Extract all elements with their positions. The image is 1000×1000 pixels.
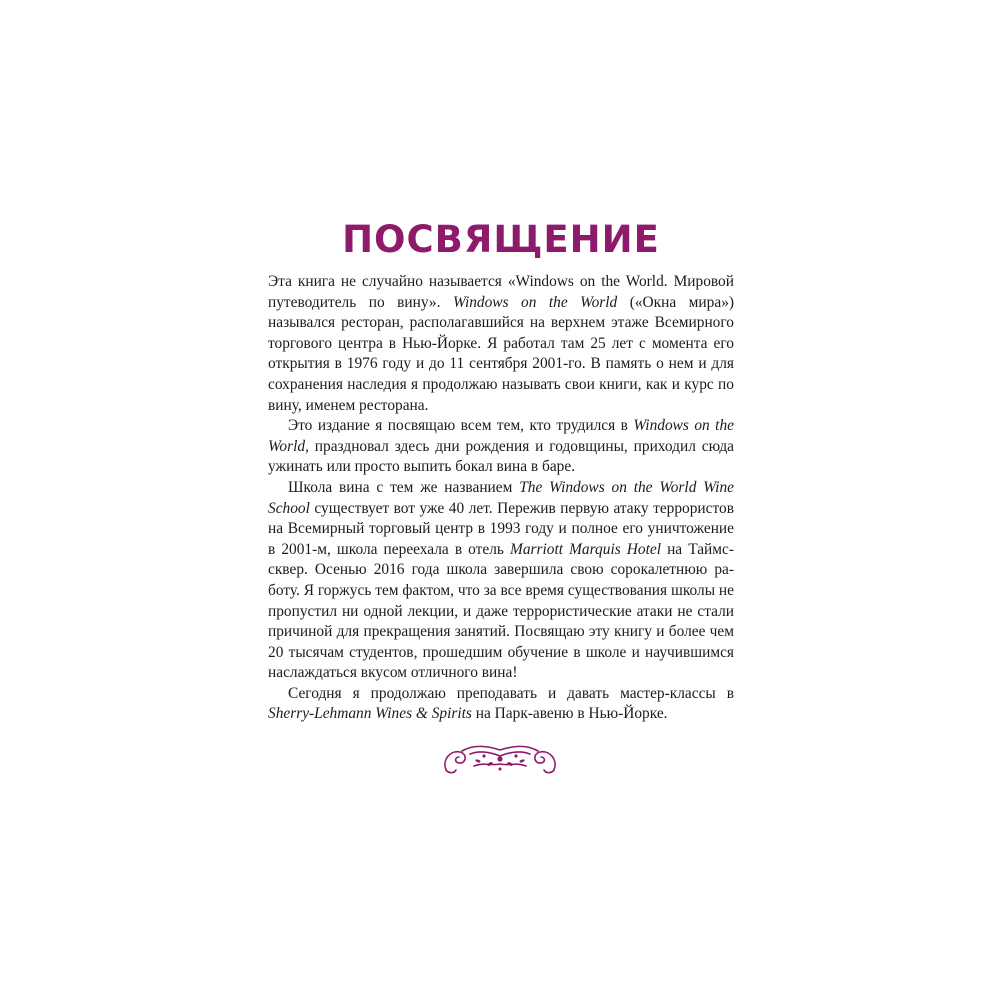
text-run: («Окна мира») назывался ресторан, располагавшийся на верхнем этаже Всемирного торгового центра в Нью-Йорке. Я работал там 25 лет с момента его открытия в 1976 году и до 11 сентября 2001-го. В память о нем и для сохранения наследия я продолжаю называть свои книги, как и курс по вину, именем ресторана.	[268, 293, 735, 414]
italic-text: Windows on the World	[452, 293, 618, 311]
italic-text: Sherry-Lehmann Wines & Spirits	[268, 705, 472, 723]
italic-text: The Windows on the World Wine School	[268, 478, 734, 517]
italic-text: Marriott Marquis Hotel	[510, 540, 661, 558]
text-run: Это издание я посвящаю всем тем, кто трудился в	[288, 417, 634, 435]
paragraph	[268, 272, 734, 416]
text-run: на Парк-авеню в Нью-Йорке.	[471, 705, 668, 723]
text-run: Школа вина с тем же названием	[288, 478, 520, 496]
paragraph	[268, 416, 734, 478]
text-run: Сегодня я продолжаю преподавать и давать мастер-классы в	[288, 684, 734, 702]
paragraph	[268, 478, 734, 684]
text-run: существует вот уже 40 лет. Пережив первую атаку террористов на Всемирный торговый центр в 1993 году и полное его уничтожение в 2001-м, школа переехала в отель	[268, 499, 734, 558]
page-title: ПОСВЯЩЕНИЕ	[342, 218, 660, 261]
italic-text: Windows on the World	[268, 417, 734, 455]
dedication-page	[268, 218, 734, 725]
text-run: на Таймссквер. Осенью 2016 года школа завершила свою сорокалетнюю работу. Я горжусь тем фактом, что за все время существования школы не пропустил ни одной лекции, и даже террористические атаки не стали причиной для прекращения занятий. Посвящаю эту книгу и более чем 20 тысячам студентов, прошедшим обучение в школе и научившимся наслаждаться вкусом отличного вина!	[268, 540, 735, 682]
text-run: Эта книга не случайно называется «Windows on the World. Мировой путеводитель по вину».	[268, 273, 734, 311]
dedication-text	[268, 272, 734, 725]
floral-ornament-icon	[440, 742, 560, 776]
paragraph	[268, 684, 734, 725]
text-run: , праздновал здесь дни рождения и годовщины, приходил сюда ужинать или просто выпить бокал вина в баре.	[268, 437, 734, 476]
